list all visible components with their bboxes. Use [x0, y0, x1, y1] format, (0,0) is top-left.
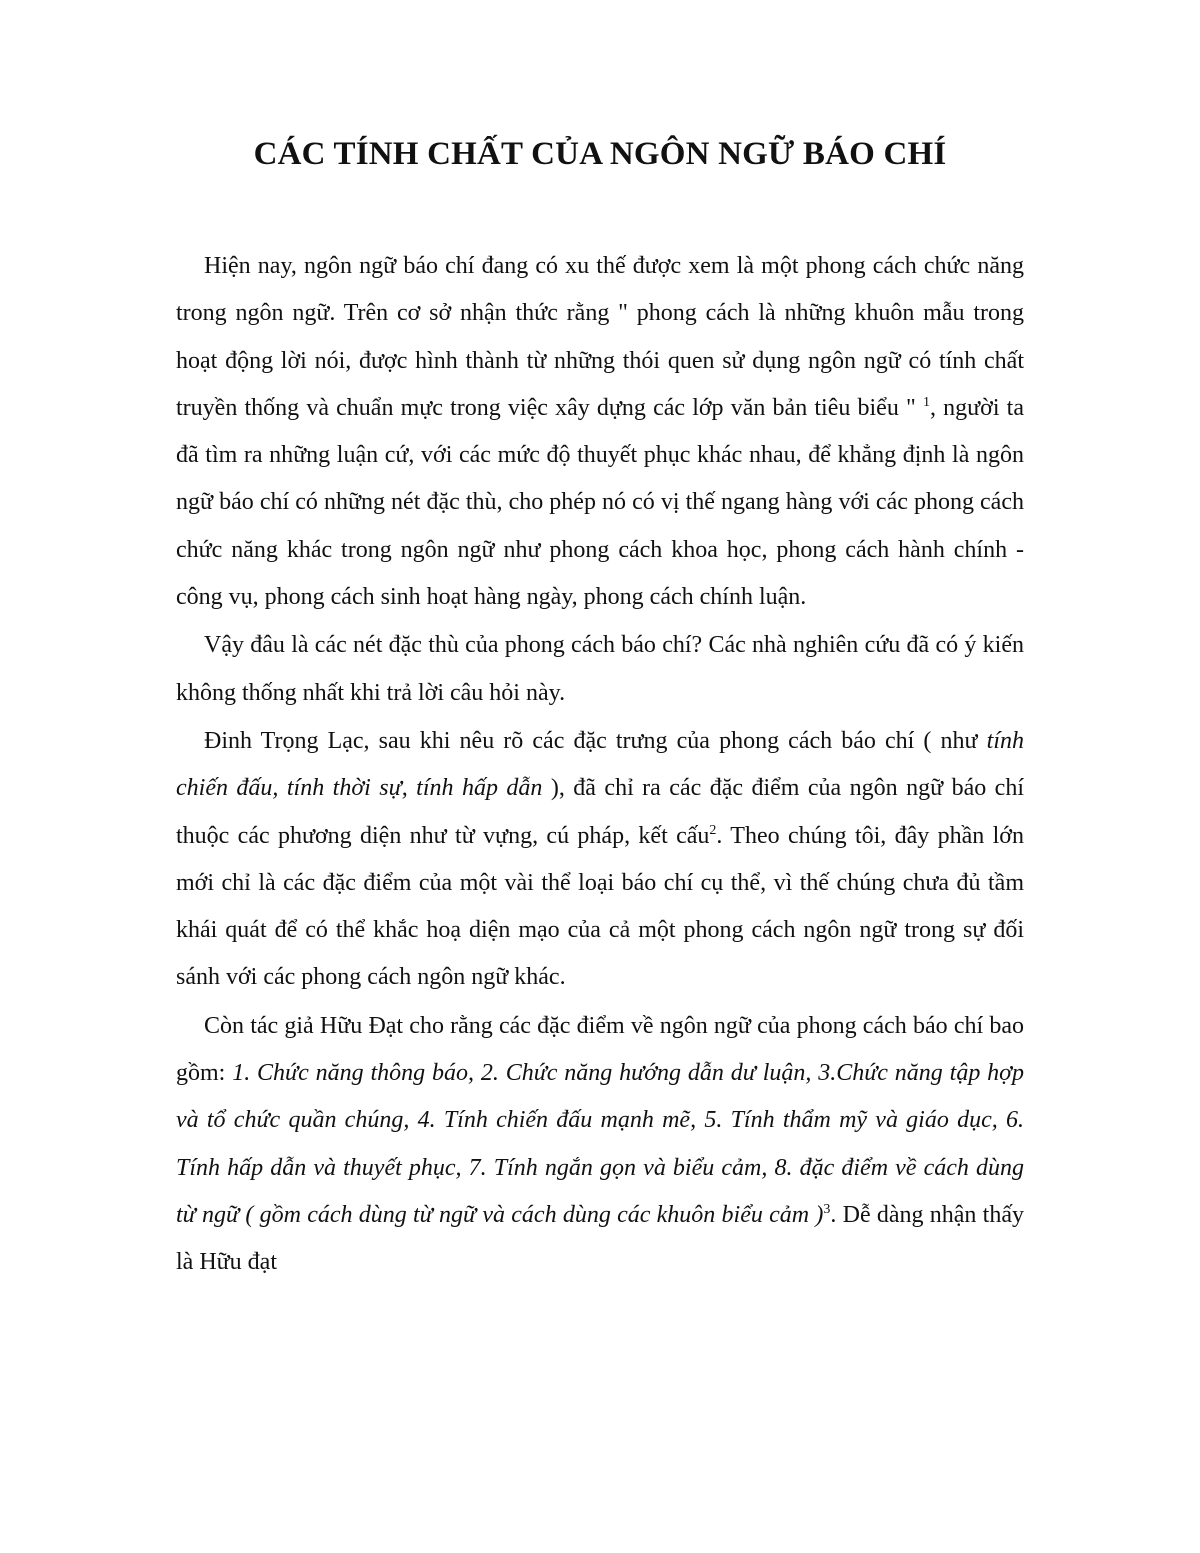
paragraph-4 — [176, 1003, 1024, 1287]
paragraph-2 — [176, 622, 1024, 717]
paragraph-3 — [176, 718, 1024, 1002]
paragraph-2-text: Vậy đâu là các nét đặc thù của phong cách báo chí? Các nhà nghiên cứu đã có ý kiến không thống nhất khi trả lời câu hỏi này. — [176, 632, 1024, 706]
document-body — [176, 243, 1024, 1288]
paragraph-4-italic: 1. Chức năng thông báo, 2. Chức năng hướng dẫn dư luận, 3.Chức năng tập hợp và tổ chức quần chúng, 4. Tính chiến đấu mạnh mẽ, 5. Tính thẩm mỹ và giáo dục, 6. Tính hấp dẫn và thuyết phục, 7. Tính ngắn gọn và biểu cảm, 8. đặc điểm về cách dùng từ ngữ ( gồm cách dùng từ ngữ và cách dùng các khuôn biểu cảm ) — [176, 1060, 1024, 1228]
paragraph-3-italic: tính chiến đấu, tính thời sự, tính hấp dẫn — [176, 727, 1024, 802]
footnote-marker-1: 1 — [922, 394, 930, 410]
paragraph-3-text-b: ), đã chỉ ra các đặc điểm của ngôn ngữ báo chí thuộc các phương diện như từ vựng, cú pháp, kết cấu — [176, 775, 1024, 849]
paragraph-3-text-c: . Theo chúng tôi, đây phần lớn mới chỉ là các đặc điểm của một vài thể loại báo chí cụ thể, vì thế chúng chưa đủ tầm khái quát để có thể khắc hoạ diện mạo của cả một phong cách ngôn ngữ trong sự đối sánh với các phong cách ngôn ngữ khác. — [176, 822, 1025, 991]
paragraph-1-text-b: , người ta đã tìm ra những luận cứ, với các mức độ thuyết phục khác nhau, để khẳng định là ngôn ngữ báo chí có những nét đặc thù, cho phép nó có vị thế ngang hàng với các phong cách chức năng khác trong ngôn ngữ như phong cách khoa học, phong cách hành chính - công vụ, phong cách sinh hoạt hàng ngày, phong cách chính luận. — [176, 394, 1024, 611]
paragraph-1-text-a: Hiện nay, ngôn ngữ báo chí đang có xu thế được xem là một phong cách chức năng trong ngôn ngữ. Trên cơ sở nhận thức rằng " phong cách là những khuôn mẫu trong hoạt động lời nói, được hình thành từ những thói quen sử dụng ngôn ngữ có tính chất truyền thống và chuẩn mực trong việc xây dựng các lớp văn bản tiêu biểu " — [176, 253, 1024, 421]
paragraph-4-text-a: Còn tác giả Hữu Đạt cho rằng các đặc điểm về ngôn ngữ của phong cách báo chí bao gồm: — [176, 1012, 1024, 1087]
footnote-marker-2: 2 — [709, 822, 717, 838]
paragraph-1 — [176, 243, 1024, 621]
paragraph-3-text-a: Đinh Trọng Lạc, sau khi nêu rõ các đặc trưng của phong cách báo chí ( như — [204, 727, 987, 754]
page-title: CÁC TÍNH CHẤT CỦA NGÔN NGỮ BÁO CHÍ — [253, 136, 947, 172]
paragraph-4-text-b: . Dễ dàng nhận thấy là Hữu đạt — [176, 1201, 1024, 1276]
footnote-marker-3: 3 — [823, 1201, 831, 1217]
